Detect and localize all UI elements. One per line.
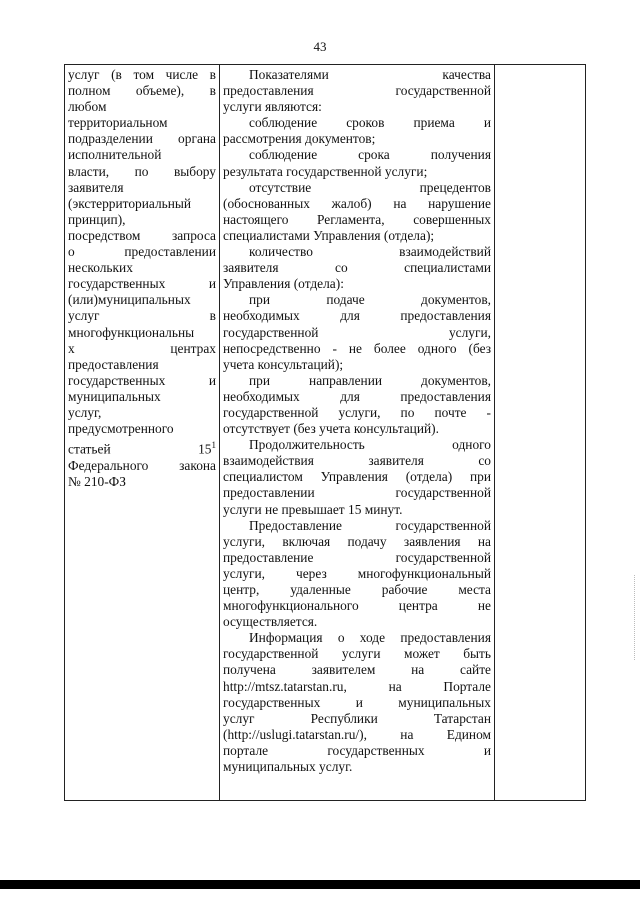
text-line: услуги, через многофункциональный [223,565,491,581]
text-line: многофункционального центра не [223,598,491,614]
text-line [68,437,216,458]
text-line: № 210-ФЗ [68,473,126,489]
text-line: услуг, [68,404,102,420]
text-line: рассмотрения документов; [223,131,376,147]
text-line: предоставление государственной [223,549,491,565]
text-line: Предоставление государственной [249,517,491,533]
text-line: услуг в [68,308,216,324]
text-line: предоставления государственной [223,83,491,99]
text-line: государственной услуги, по почте - [223,404,491,420]
text-line: государственных и [68,276,216,292]
text-line: взаимодействия заявителя со [223,453,491,469]
text-line: (обоснованных жалоб) на нарушение [223,195,491,211]
text-line: полном объеме), в [68,83,216,99]
text-line: государственных и муниципальных [223,694,491,710]
text-line: результата государственной услуги; [223,163,428,179]
text-line: нескольких [68,260,133,276]
text-line: заявителя со специалистами [223,260,491,276]
article-superscript: 1 [211,440,216,451]
text-line: территориальном [68,115,168,131]
text-line: власти, по выбору [68,163,216,179]
text-line: посредством запроса [68,227,216,243]
text-line: услуги, включая подачу заявления на [223,533,491,549]
text-line: осуществляется. [223,614,318,630]
scan-edge-marks [634,575,637,660]
text-line: услуги являются: [223,99,322,115]
text-line: Федерального закона [68,457,216,473]
text-line: (http://uslugi.tatarstan.ru/), на Едином [223,726,491,742]
text-line: при подаче документов, [249,292,491,308]
text-line: исполнительной [68,147,162,163]
text-line: государственных и [68,372,216,388]
text-line: услуги не превышает 15 минут. [223,501,403,517]
text-line: отсутствие прецедентов [249,179,491,195]
text-line: муниципальных услуг. [223,759,353,775]
text-line: предусмотренного [68,421,174,437]
text-line: о предоставлении [68,244,216,260]
text-line: принцип), [68,211,126,227]
text-line: (экстерриториальный [68,195,192,211]
text-line: отсутствует (без учета консультаций). [223,421,439,437]
page-number: 43 [313,39,327,54]
text-line: многофункциональны [68,324,195,340]
text-line: предоставлении государственной [223,485,491,501]
text-line: специалистами Управления (отдела); [223,227,435,243]
text-line: центр, удаленные рабочие места [223,582,491,597]
text-line: необходимых для предоставления [223,388,491,404]
table-cell-empty [495,65,586,801]
scan-bottom-border [0,880,640,889]
text-line: настоящего Регламента, совершенных [223,211,491,227]
text-line: Показателями качества [249,67,491,82]
text-line: х центрах [68,340,216,356]
document-table [64,64,586,801]
text-line: Информация о ходе предоставления [249,630,491,646]
text-line: соблюдение сроков приема и [249,115,491,131]
text-line: при направлении документов, [249,372,491,388]
text-line: услуг Республики Татарстан [223,710,491,726]
text-line: государственной услуги может быть [223,646,491,662]
text-line: заявителя [68,179,124,195]
text-line: любом [68,99,107,115]
text-line: муниципальных [68,388,161,404]
text-line: (или)муниципальных [68,292,191,308]
text-line: непосредственно - не более одного (без [223,340,491,356]
text-line: предоставления [68,356,159,372]
text-line: Продолжительность одного [249,437,491,453]
text-line: услуг (в том числе в [68,67,216,82]
text-line: специалистом Управления (отдела) при [223,469,491,485]
text-line: Управления (отдела): [223,276,344,292]
text-line: подразделении органа [68,131,216,147]
text-line: количество взаимодействий [249,244,491,260]
article-text: статьей 15 [68,441,212,457]
text-line: необходимых для предоставления [223,308,491,324]
text-line: получена заявителем на сайте [223,662,491,678]
text-line: государственной услуги, [223,324,491,340]
table-cell-requirement [65,65,220,801]
text-line: портале государственных и [223,742,491,758]
text-line: учета консультаций); [223,356,344,372]
text-line: http://mtsz.tatarstan.ru, на Портале [223,678,491,694]
table-cell-indicators [220,65,495,801]
table-row [65,65,586,801]
text-line: соблюдение срока получения [249,147,491,163]
